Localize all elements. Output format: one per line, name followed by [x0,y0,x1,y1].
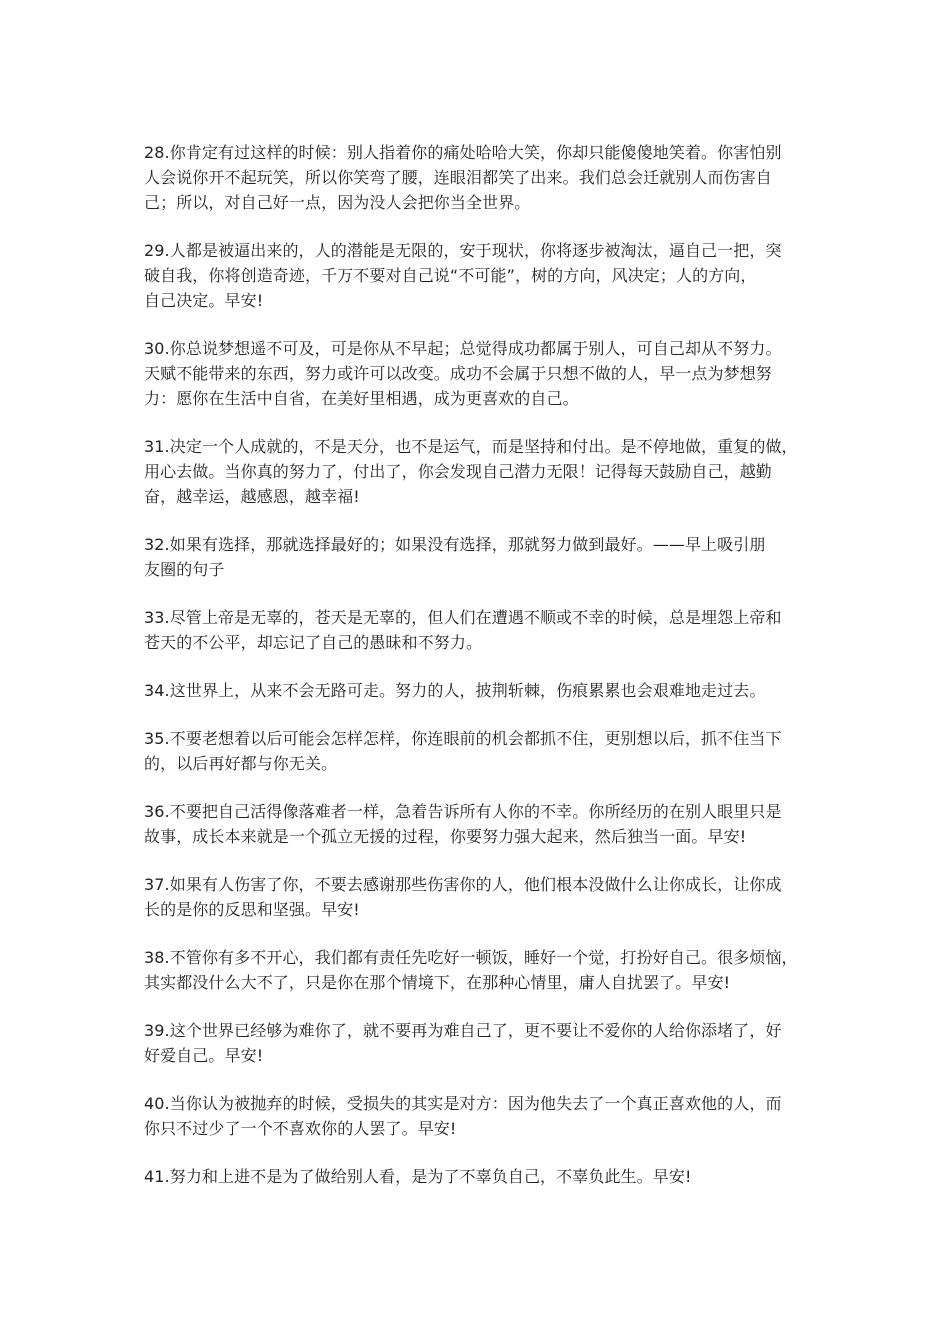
paragraph-line: 人会说你开不起玩笑，所以你笑弯了腰，连眼泪都笑了出来。我们总会迁就别人而伤害自 [144,168,772,187]
paragraph [144,238,812,313]
paragraph-line: 自己决定。早安! [144,291,264,310]
paragraph [144,799,812,849]
paragraph-line: 39.这个世界已经够为难你了，就不要再为难自己了，更不要让不爱你的人给你添堵了，好 [144,1021,782,1040]
paragraph-line: 33.尽管上帝是无辜的，苍天是无辜的，但人们在遭遇不顺或不幸的时候，总是埋怨上帝和 [144,608,782,627]
paragraph-line: 力：愿你在生活中自省，在美好里相遇，成为更喜欢的自己。 [144,389,579,408]
paragraph [144,140,812,215]
paragraph [144,605,812,655]
paragraph-line: 破自我，你将创造奇迹，千万不要对自己说“不可能”，树的方向，风决定；人的方向， [144,266,757,285]
paragraph-line: 28.你肯定有过这样的时候：别人指着你的痛处哈哈大笑，你却只能傻傻地笑着。你害怕别 [144,143,782,162]
paragraph-line: 其实都没什么大不了，只是你在那个情境下，在那种心情里，庸人自扰罢了。早安! [144,973,731,992]
paragraph-line: 36.不要把自己活得像落难者一样，急着告诉所有人你的不幸。你所经历的在别人眼里只是 [144,802,782,821]
paragraph-line: 友圈的句子 [144,560,225,579]
paragraph [144,678,812,703]
paragraph-line: 长的是你的反思和坚强。早安! [144,900,360,919]
paragraph-line: 40.当你认为被抛弃的时候，受损失的其实是对方：因为他失去了一个真正喜欢他的人，而 [144,1094,782,1113]
paragraph-line: 用心去做。当你真的努力了，付出了，你会发现自己潜力无限！记得每天鼓励自己，越勤 [144,462,772,481]
paragraph-line: 35.不要老想着以后可能会怎样怎样，你连眼前的机会都抓不住，更别想以后，抓不住当下 [144,729,782,748]
paragraph-line: 38.不管你有多不开心，我们都有责任先吃好一顿饭，睡好一个觉，打扮好自己。很多烦恼， [144,948,798,967]
paragraph-line: 奋，越幸运，越感恩，越幸福! [144,487,360,506]
document-body [144,140,812,1212]
paragraph [144,726,812,776]
paragraph-line: 30.你总说梦想遥不可及，可是你从不早起；总觉得成功都属于别人，可自己却从不努力。 [144,339,782,358]
paragraph [144,336,812,411]
paragraph [144,1018,812,1068]
paragraph-line: 己；所以，对自己好一点，因为没人会把你当全世界。 [144,193,531,212]
paragraph-line: 好爱自己。早安! [144,1046,264,1065]
paragraph [144,1164,812,1189]
paragraph-line: 天赋不能带来的东西，努力或许可以改变。成功不会属于只想不做的人，早一点为梦想努 [144,364,772,383]
paragraph [144,434,812,509]
paragraph-line: 31.决定一个人成就的，不是天分，也不是运气，而是坚持和付出。是不停地做，重复的做， [144,437,798,456]
paragraph-line: 29.人都是被逼出来的，人的潜能是无限的，安于现状，你将逐步被淘汰，逼自己一把，突 [144,241,782,260]
paragraph [144,532,812,582]
paragraph-line: 你只不过少了一个不喜欢你的人罢了。早安! [144,1119,457,1138]
paragraph [144,1091,812,1141]
paragraph [144,945,812,995]
paragraph-line: 32.如果有选择，那就选择最好的；如果没有选择，那就努力做到最好。——早上吸引朋 [144,535,766,554]
paragraph [144,872,812,922]
paragraph-line: 34.这世界上，从来不会无路可走。努力的人，披荆斩棘，伤痕累累也会艰难地走过去。 [144,681,766,700]
paragraph-line: 41.努力和上进不是为了做给别人看，是为了不辜负自己，不辜负此生。早安! [144,1167,692,1186]
paragraph-line: 苍天的不公平，却忘记了自己的愚昧和不努力。 [144,633,483,652]
paragraph-line: 故事，成长本来就是一个孤立无援的过程，你要努力强大起来，然后独当一面。早安! [144,827,747,846]
paragraph-line: 的，以后再好都与你无关。 [144,754,338,773]
paragraph-line: 37.如果有人伤害了你，不要去感谢那些伤害你的人，他们根本没做什么让你成长，让你成 [144,875,782,894]
